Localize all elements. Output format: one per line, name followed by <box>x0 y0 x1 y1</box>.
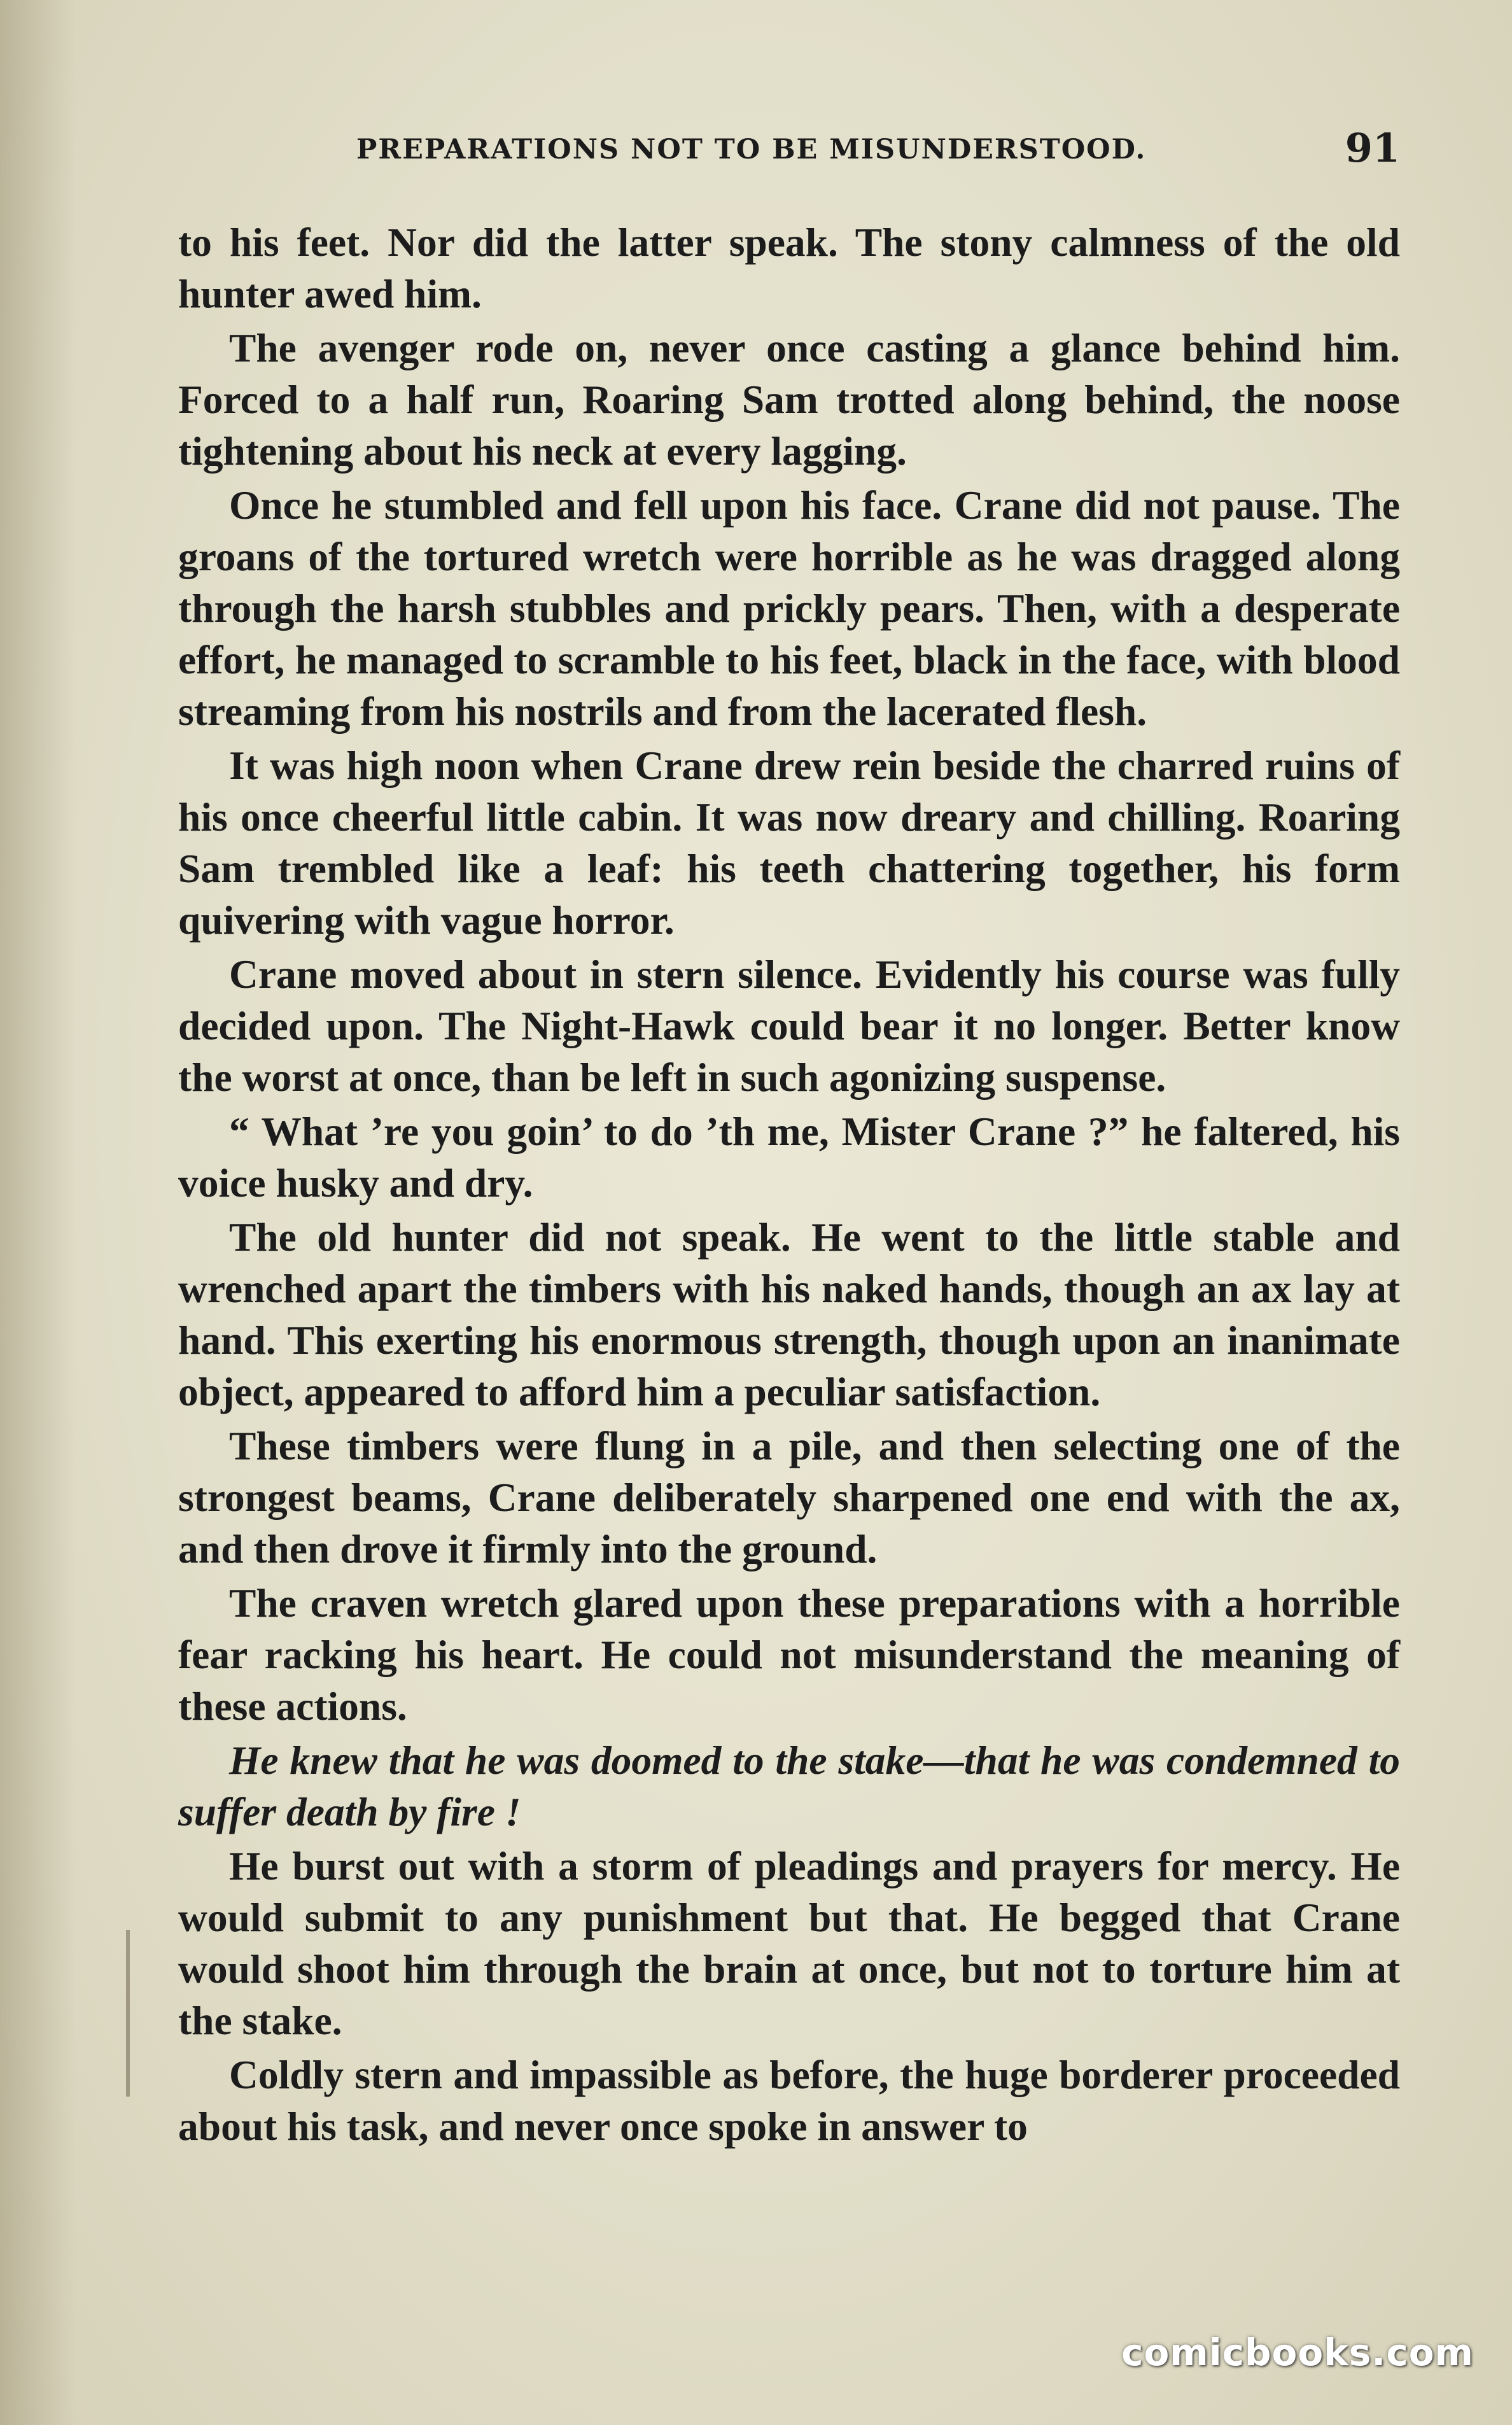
paragraph: Crane moved about in stern silence. Evidently his course was fully decided upon. The Night-Hawk could bear it no longer. Better know the worst at once, than be left in such agonizing suspense. <box>178 952 1400 1100</box>
body-text <box>178 216 1400 2154</box>
paragraph: Coldly stern and impassible as before, the huge borderer proceeded about his task, and never once spoke in answer to <box>178 2052 1400 2149</box>
paragraph-continued: to his feet. Nor did the latter speak. The stony calmness of the old hunter awed him. <box>178 220 1400 316</box>
watermark: comicbooks.com <box>1121 2331 1474 2374</box>
margin-pencil-mark <box>126 1930 130 2097</box>
paragraph-dialogue: “ What ’re you goin’ to do ’th me, Mister Crane ?” he faltered, his voice husky and dry. <box>178 1109 1400 1205</box>
paragraph: The craven wretch glared upon these preparations with a horrible fear racking his heart. He could not misunderstand the meaning of these actions. <box>178 1580 1400 1729</box>
paragraph: The old hunter did not speak. He went to the little stable and wrenched apart the timbers with his naked hands, though an ax lay at hand. This exerting his enormous strength, though upon an inanimate object, appeared to afford him a peculiar satisfaction. <box>178 1214 1400 1414</box>
paragraph-italic: He knew that he was doomed to the stake—that he was condemned to suffer death by fire ! <box>178 1738 1400 1834</box>
page-number: 91 <box>1345 125 1400 171</box>
paragraph: These timbers were flung in a pile, and then selecting one of the strongest beams, Crane deliberately sharpened one end with the ax, and then drove it firmly into the ground. <box>178 1423 1400 1571</box>
paragraph: It was high noon when Crane drew rein beside the charred ruins of his once cheerful little cabin. It was now dreary and chilling. Roaring Sam trembled like a leaf: his teeth chattering together, his form quivering with vague horror. <box>178 743 1400 943</box>
running-head: PREPARATIONS NOT TO BE MISUNDERSTOOD. <box>356 134 1147 165</box>
page-header <box>356 125 1400 176</box>
paragraph: Once he stumbled and fell upon his face. Crane did not pause. The groans of the tortured wretch were horrible as he was dragged along through the harsh stubbles and prickly pears. Then, with a desperate effort, he managed to scramble to his feet, black in the face, with blood streaming from his nostrils and from the lacerated flesh. <box>178 482 1400 734</box>
binding-shadow <box>0 0 76 2425</box>
paragraph: The avenger rode on, never once casting a glance behind him. Forced to a half run, Roaring Sam trotted along behind, the noose tightening about his neck at every lagging. <box>178 325 1400 474</box>
paragraph: He burst out with a storm of pleadings and prayers for mercy. He would submit to any punishment but that. He begged that Crane would shoot him through the brain at once, but not to torture him at the stake. <box>178 1843 1400 2043</box>
